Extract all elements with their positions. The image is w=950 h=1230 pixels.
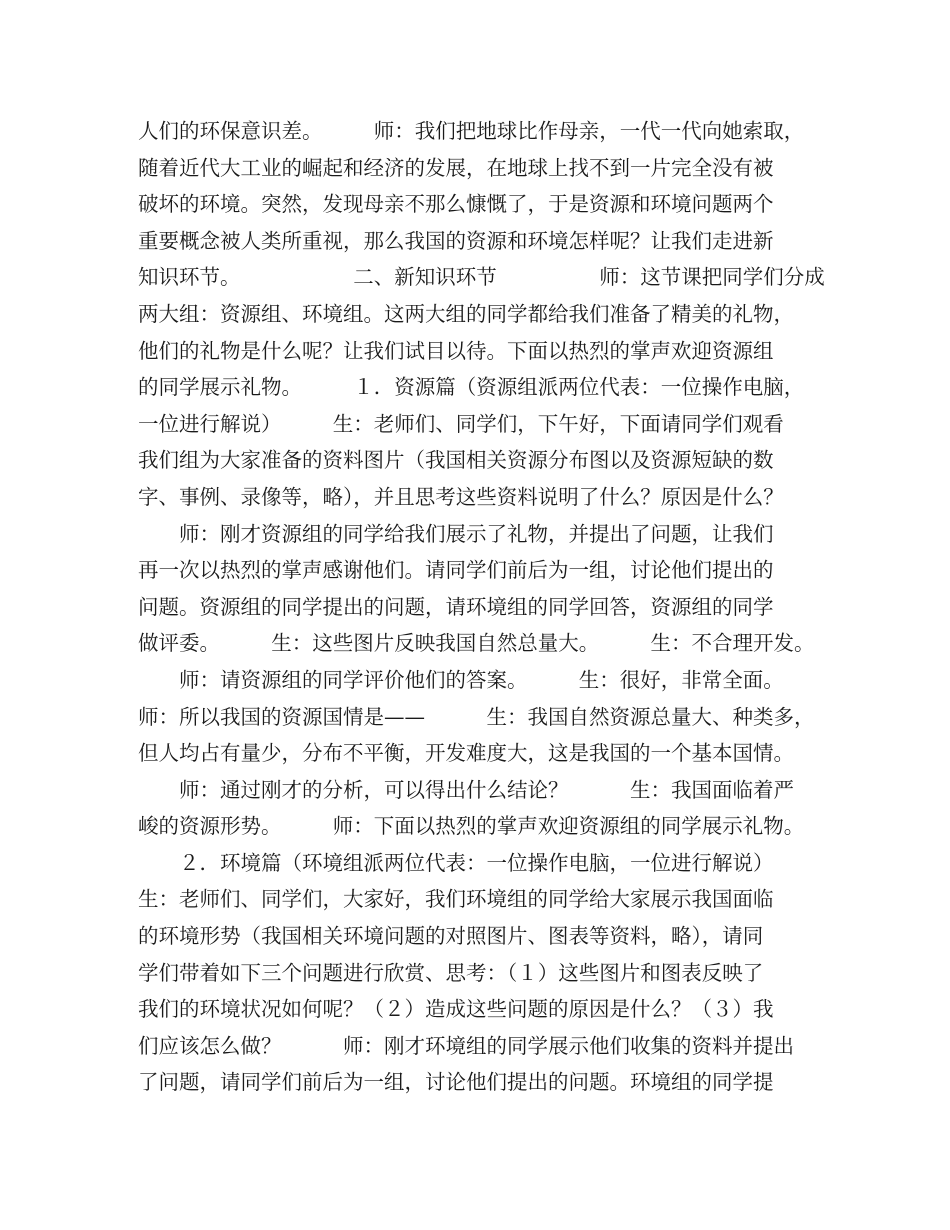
text-line: 师：请资源组的同学评价他们的答案。 生：很好，非常全面。 [138, 667, 784, 692]
text-line: 们应该怎么做？ 师：刚才环境组的同学展示他们收集的资料并提出 [138, 1033, 794, 1058]
text-line: 师：刚才资源组的同学给我们展示了礼物，并提出了问题，让我们 [138, 521, 774, 546]
text-line: 知识环节。 二、新知识环节 师：这节课把同学们分成 [138, 265, 825, 290]
text-line: 峻的资源形势。 师：下面以热烈的掌声欢迎资源组的同学展示礼物。 [138, 814, 805, 839]
text-line: 师：通过刚才的分析，可以得出什么结论？ 生：我国面临着严 [138, 777, 794, 802]
text-line: 但人均占有量少，分布不平衡，开发难度大，这是我国的一个基本国情。 [138, 741, 794, 766]
text-line: 了问题，请同学们前后为一组，讨论他们提出的问题。环境组的同学提 [138, 1070, 774, 1095]
text-line: 他们的礼物是什么呢？让我们试目以待。下面以热烈的掌声欢迎资源组 [138, 338, 774, 363]
text-line: 做评委。 生：这些图片反映我国自然总量大。 生：不合理开发。 [138, 631, 815, 656]
body-text [138, 113, 838, 1101]
text-line: 重要概念被人类所重视，那么我国的资源和环境怎样呢？让我们走进新 [138, 228, 774, 253]
text-line: 破坏的环境。突然，发现母亲不那么慷慨了，于是资源和环境问题两个 [138, 192, 774, 217]
text-line: 学们带着如下三个问题进行欣赏、思考：（１）这些图片和图表反映了 [138, 960, 764, 985]
text-line: 随着近代大工业的崛起和经济的发展，在地球上找不到一片完全没有被 [138, 155, 774, 180]
text-line: 师：所以我国的资源国情是—— 生：我国自然资源总量大、种类多， [138, 704, 815, 729]
text-line: 生：老师们、同学们，大家好，我们环境组的同学给大家展示我国面临 [138, 887, 774, 912]
text-line: 再一次以热烈的掌声感谢他们。请同学们前后为一组，讨论他们提出的 [138, 558, 774, 583]
text-line: 的环境形势（我国相关环境问题的对照图片、图表等资料，略），请同 [138, 924, 764, 949]
text-line: 字、事例、录像等，略），并且思考这些资料说明了什么？原因是什么？ [138, 484, 784, 509]
text-line: 两大组：资源组、环境组。这两大组的同学都给我们准备了精美的礼物， [138, 301, 794, 326]
text-line: 的同学展示礼物。 １．资源篇（资源组派两位代表：一位操作电脑， [138, 375, 805, 400]
text-line: ２．环境篇（环境组派两位代表：一位操作电脑，一位进行解说） [138, 850, 774, 875]
text-line: 问题。资源组的同学提出的问题，请环境组的同学回答，资源组的同学 [138, 594, 774, 619]
text-line: 人们的环保意识差。 师：我们把地球比作母亲，一代一代向她索取， [138, 119, 805, 143]
text-line: 我们组为大家准备的资料图片（我国相关资源分布图以及资源短缺的数 [138, 448, 774, 473]
text-line: 一位进行解说） 生：老师们、同学们，下午好，下面请同学们观看 [138, 411, 784, 436]
text-line: 我们的环境状况如何呢？（２）造成这些问题的原因是什么？（３）我 [138, 997, 774, 1022]
